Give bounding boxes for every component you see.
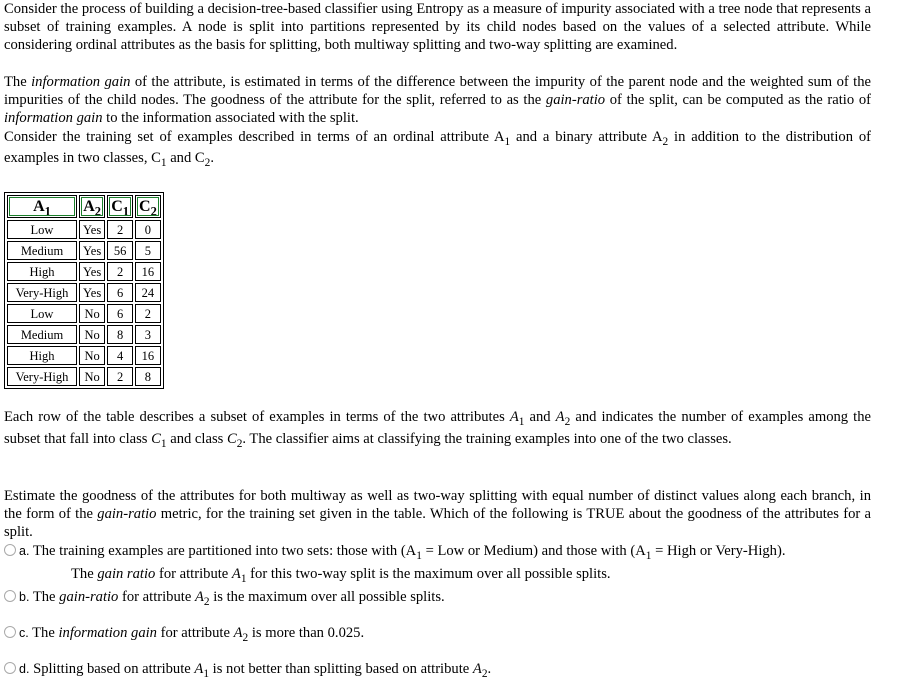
table-cell: 6 xyxy=(107,304,133,323)
symbol: C xyxy=(226,431,237,447)
table-cell: 3 xyxy=(135,325,161,344)
table-row xyxy=(7,220,161,239)
option-a-continued xyxy=(71,564,611,584)
radio-option-b[interactable] xyxy=(4,590,16,602)
table-cell: 56 xyxy=(107,241,133,260)
table-cell: 5 xyxy=(135,241,161,260)
term-gain-ratio: gain-ratio xyxy=(545,92,606,108)
header-a1 xyxy=(7,195,77,218)
subscript: 2 xyxy=(236,437,243,450)
table-cell: No xyxy=(79,325,105,344)
subscript: 2 xyxy=(150,204,157,219)
table-cell: Yes xyxy=(79,220,105,239)
text-run: = Low or Medium) and those with (A xyxy=(421,543,646,559)
table-row xyxy=(7,325,161,344)
term-gain-ratio: gain ratio xyxy=(97,566,156,582)
header-a2 xyxy=(79,195,105,218)
text-run: and indicates the number of examples among the subset that fall into class xyxy=(4,409,871,447)
symbol: A xyxy=(194,661,204,677)
text-run: is not better than splitting based on attribute xyxy=(209,661,473,677)
term-information-gain: information gain xyxy=(58,625,157,641)
radio-option-a[interactable] xyxy=(4,544,16,556)
text-run: of the split, can be computed as the ratio of xyxy=(605,92,871,108)
table-row xyxy=(7,241,161,260)
subscript: 1 xyxy=(645,549,652,562)
table-cell: 16 xyxy=(135,262,161,281)
table-cell: Medium xyxy=(7,325,77,344)
text-run: and C xyxy=(166,150,205,166)
text-run: of the attribute, is estimated in terms of the difference between the impurity of the parent node and the weighted sum of the impurities of the child nodes. The goodness of the attribute for the split, referred to as the xyxy=(4,74,871,108)
table-cell: 4 xyxy=(107,346,133,365)
table-cell: Yes xyxy=(79,262,105,281)
table-row xyxy=(7,367,161,386)
table-cell: High xyxy=(7,346,77,365)
option-a[interactable] xyxy=(4,541,884,561)
text-run: to the information associated with the split. xyxy=(102,110,359,126)
text-run: = High or Very-High). xyxy=(651,543,786,559)
subscript: 2 xyxy=(204,156,211,169)
subscript: 2 xyxy=(94,204,101,219)
text-run: and a binary attribute A xyxy=(510,129,663,145)
subscript: 1 xyxy=(160,437,167,450)
table-cell: No xyxy=(79,346,105,365)
subscript: 1 xyxy=(504,135,511,148)
subscript: 1 xyxy=(160,156,167,169)
table-cell: 8 xyxy=(107,325,133,344)
table-row xyxy=(7,304,161,323)
term-information-gain: information gain xyxy=(4,110,103,126)
symbol: A xyxy=(194,589,204,605)
text-run: for attribute xyxy=(156,625,234,641)
subscript: 2 xyxy=(481,667,488,680)
text-run: . xyxy=(487,661,492,677)
text-run: metric, for the training set given in the table. Which of the following is TRUE about the goodness of the attributes for a split. xyxy=(4,506,872,540)
subscript: 2 xyxy=(242,631,249,644)
table-row xyxy=(7,283,161,302)
symbol: A xyxy=(509,409,519,425)
symbol: A xyxy=(231,566,241,582)
intro-paragraph-2 xyxy=(4,73,871,127)
text-run: Estimate the goodness of the attributes for both multiway as well as two-way splitting with equal number of distinct values along each branch, in the form of the xyxy=(4,488,871,522)
training-data-table xyxy=(4,192,164,389)
table-cell: 2 xyxy=(135,304,161,323)
intro-paragraph-3 xyxy=(4,127,871,169)
option-letter: d. xyxy=(19,662,30,676)
text-run: Consider the training set of examples described in terms of an ordinal attribute A xyxy=(4,129,505,145)
text-run: is more than 0.025. xyxy=(248,625,365,641)
intro-paragraph-1: Consider the process of building a decision-tree-based classifier using Entropy as a measure of impurity associated with a tree node that represents a subset of training examples. A node is split into partitions represented by its child nodes based on the values of a selected attribute. While considering ordinal attributes as the basis for splitting, both multiway splitting and two-way splitting are examined. xyxy=(4,1,871,53)
header-label: C xyxy=(111,198,123,215)
table-cell: 6 xyxy=(107,283,133,302)
text-run: for attribute xyxy=(155,566,232,582)
subscript: 1 xyxy=(203,667,210,680)
text-run: . The classifier aims at classifying the training examples into one of the two classes. xyxy=(242,431,732,447)
option-letter: a. xyxy=(19,544,30,558)
table-cell: Very-High xyxy=(7,367,77,386)
term-gain-ratio: gain-ratio xyxy=(97,506,157,522)
symbol: C xyxy=(151,431,161,447)
header-c2 xyxy=(135,195,161,218)
header-label: A xyxy=(83,198,95,215)
subscript: 1 xyxy=(416,549,422,562)
table-cell: Low xyxy=(7,304,77,323)
option-b[interactable] xyxy=(4,587,884,607)
table-cell: 16 xyxy=(135,346,161,365)
table-cell: No xyxy=(79,304,105,323)
table-row xyxy=(7,262,161,281)
symbol: A xyxy=(472,661,482,677)
subscript: 2 xyxy=(662,135,669,148)
text-run: and xyxy=(524,409,556,425)
text-run: is the maximum over all possible splits. xyxy=(209,589,445,605)
header-label: C xyxy=(139,198,151,215)
text-run: for attribute xyxy=(118,589,195,605)
symbol: A xyxy=(555,409,565,425)
subscript: 1 xyxy=(122,204,129,219)
table-cell: 2 xyxy=(107,262,133,281)
text-run: in addition to the distribution of examples in two classes, C xyxy=(4,129,871,166)
option-d[interactable] xyxy=(4,659,884,679)
subscript: 1 xyxy=(240,572,247,585)
text-run: The xyxy=(29,589,60,605)
header-label: A xyxy=(33,198,45,215)
table-cell: 0 xyxy=(135,220,161,239)
radio-option-d[interactable] xyxy=(4,662,16,674)
question-prompt xyxy=(4,487,871,541)
option-letter: c. xyxy=(19,626,29,640)
text-run: The xyxy=(71,566,98,582)
text-run: Splitting based on attribute xyxy=(29,661,195,677)
text-run: and class xyxy=(166,431,227,447)
text-run: The training examples are partitioned into two sets: those with (A xyxy=(29,543,417,559)
table-body xyxy=(7,220,161,386)
option-letter: b. xyxy=(19,590,30,604)
table-cell: 2 xyxy=(107,220,133,239)
subscript: 2 xyxy=(564,415,571,428)
table-description xyxy=(4,406,871,450)
question-body xyxy=(4,0,871,169)
table-cell: 8 xyxy=(135,367,161,386)
table-header-row xyxy=(7,195,161,218)
text-run: The xyxy=(28,625,59,641)
symbol: A xyxy=(233,625,243,641)
text-run: for this two-way split is the maximum over all possible splits. xyxy=(246,566,611,582)
text-run: . xyxy=(210,150,214,166)
term-information-gain: information gain xyxy=(31,74,131,90)
table-cell: Low xyxy=(7,220,77,239)
table-cell: Medium xyxy=(7,241,77,260)
option-c[interactable] xyxy=(4,623,884,643)
text-run: The xyxy=(4,74,32,90)
table-cell: High xyxy=(7,262,77,281)
table-cell: Yes xyxy=(79,241,105,260)
header-c1 xyxy=(107,195,133,218)
radio-option-c[interactable] xyxy=(4,626,16,638)
table-cell: No xyxy=(79,367,105,386)
table-row xyxy=(7,346,161,365)
table-cell: Yes xyxy=(79,283,105,302)
table-cell: 2 xyxy=(107,367,133,386)
subscript: 1 xyxy=(518,415,525,428)
term-gain-ratio: gain-ratio xyxy=(59,589,119,605)
table-cell: Very-High xyxy=(7,283,77,302)
subscript: 2 xyxy=(203,595,210,608)
table-cell: 24 xyxy=(135,283,161,302)
subscript: 1 xyxy=(44,204,51,219)
text-run: Each row of the table describes a subset of examples in terms of the two attributes xyxy=(4,409,510,425)
